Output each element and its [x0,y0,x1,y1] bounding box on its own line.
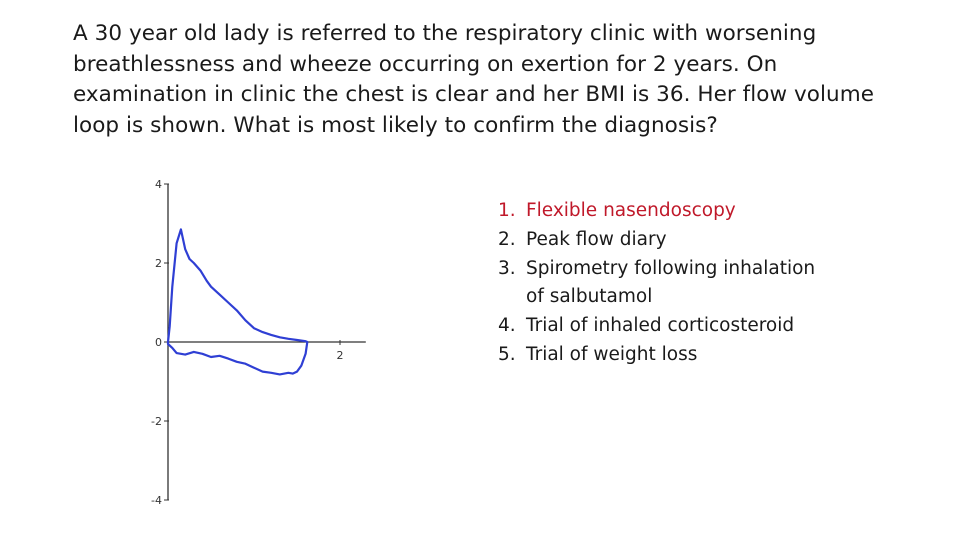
y-tick-label: 0 [155,336,162,349]
option-text: Peak flow diary [526,228,667,250]
question-text: A 30 year old lady is referred to the respiratory clinic with worsening breathlessness and wheeze occurring on exertion for 2 years. On examination in clinic the chest is clear and her BMI is 36. Her flow volume loop is shown. What is most likely to confirm the diagnosis? [73,21,874,138]
option-2[interactable] [498,226,828,255]
option-5[interactable] [498,341,828,370]
option-number: 3. [498,257,516,279]
flow-volume-loop-line [168,229,307,374]
y-tick-label: 4 [155,178,162,191]
y-tick-label: 2 [155,257,162,270]
option-3[interactable] [498,255,828,313]
option-number: 2. [498,228,516,250]
option-text: Spirometry following inhalation of salbutamol [526,257,816,308]
option-text: Flexible nasendoscopy [526,200,736,221]
x-tick-label: 2 [336,349,344,362]
y-tick-label: -4 [151,494,162,507]
option-text: Trial of weight loss [526,343,698,365]
y-tick-label: -2 [151,415,162,428]
option-number: 1. [498,200,516,221]
option-number: 5. [498,343,516,365]
flow-volume-loop-svg [140,175,370,510]
option-text: Trial of inhaled corticosteroid [526,315,795,337]
option-4[interactable] [498,312,828,341]
option-number: 4. [498,315,516,337]
answer-options-list [498,197,828,370]
flow-volume-loop-chart [140,175,370,510]
option-1[interactable] [498,197,828,226]
